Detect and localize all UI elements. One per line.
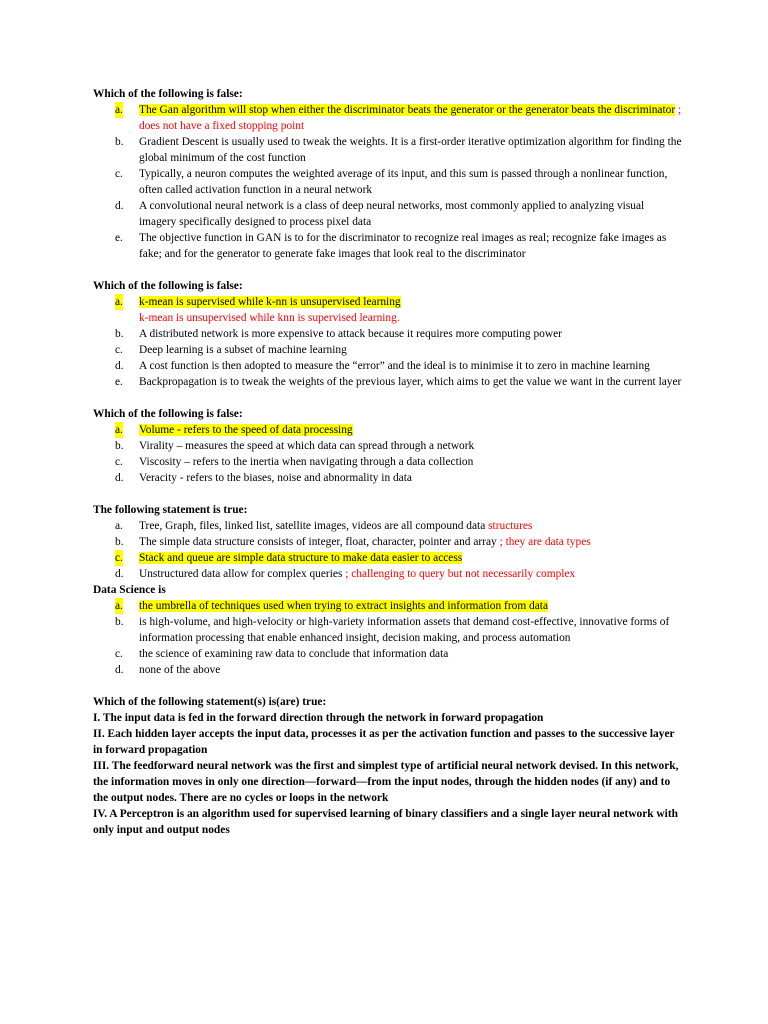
option-label: d. (115, 200, 124, 212)
option-text: Gradient Descent is usually used to tweak the weights. It is a first-order iterative optimization algorithm for finding the global minimum of the cost function (139, 136, 682, 164)
option-label: b. (115, 536, 124, 548)
answer-option (93, 646, 683, 662)
question-block (93, 502, 683, 582)
option-text: is high-volume, and high-velocity or high-variety information assets that demand cost-effective, innovative forms of information processing that enable enhanced insight, decision making, and process automation (139, 616, 670, 644)
question-heading: Which of the following is false: (93, 280, 243, 292)
answer-option (93, 134, 683, 166)
answer-option (93, 550, 683, 566)
option-label: a. (115, 296, 123, 308)
answer-option (93, 342, 683, 358)
option-label: d. (115, 568, 124, 580)
answer-note: ; they are data types (496, 536, 591, 548)
option-text: A distributed network is more expensive to attack because it requires more computing power (139, 328, 562, 340)
statement: I. The input data is fed in the forward direction through the network in forward propagation (93, 712, 544, 724)
option-label: c. (115, 344, 123, 356)
question-heading: Which of the following is false: (93, 408, 243, 420)
question-block (93, 694, 683, 838)
option-label: d. (115, 472, 124, 484)
question-block (93, 582, 683, 678)
option-label: b. (115, 616, 124, 628)
option-text: The objective function in GAN is to for the discriminator to recognize real images as real; recognize fake images as fake; and for the generator to generate fake images that look real to the discriminator (139, 232, 667, 260)
option-text: Viscosity – refers to the inertia when navigating through a data collection (139, 456, 474, 468)
option-text: Volume - refers to the speed of data processing (139, 424, 353, 436)
option-label: b. (115, 328, 124, 340)
option-text: Veracity - refers to the biases, noise and abnormality in data (139, 472, 412, 484)
option-text: The simple data structure consists of integer, float, character, pointer and array (139, 536, 497, 548)
answer-option (93, 326, 683, 342)
answer-option (93, 614, 683, 646)
answer-option (93, 166, 683, 198)
answer-option (93, 198, 683, 230)
question-heading: Which of the following statement(s) is(are) true: (93, 696, 327, 708)
option-label: e. (115, 376, 123, 388)
statement: II. Each hidden layer accepts the input data, processes it as per the activation function and passes to the successive layer in forward propagation (93, 728, 675, 756)
option-text: Deep learning is a subset of machine learning (139, 344, 347, 356)
answer-option (93, 358, 683, 374)
question-block (93, 86, 683, 262)
question-heading: Which of the following is false: (93, 88, 243, 100)
answer-option (93, 598, 683, 614)
question-block (93, 406, 683, 486)
option-label: a. (115, 424, 123, 436)
answer-option (93, 518, 683, 534)
option-label: c. (115, 168, 123, 180)
answer-option (93, 374, 683, 390)
answer-option (93, 454, 683, 470)
answer-option (93, 230, 683, 262)
option-text: Tree, Graph, files, linked list, satellite images, videos are all compound data (139, 520, 486, 532)
option-label: a. (115, 104, 123, 116)
option-text: The Gan algorithm will stop when either the discriminator beats the generator or the generator beats the discriminator (139, 104, 676, 116)
question-heading: The following statement is true: (93, 504, 248, 516)
answer-option (93, 422, 683, 438)
option-label: b. (115, 136, 124, 148)
option-label: c. (115, 552, 123, 564)
answer-note: ; does not have a fixed stopping point (139, 104, 682, 132)
answer-option (93, 534, 683, 550)
option-text: Virality – measures the speed at which data can spread through a network (139, 440, 475, 452)
option-text: A convolutional neural network is a class of deep neural networks, most commonly applied to analyzing visual imagery specifically designed to process pixel data (139, 200, 645, 228)
option-label: a. (115, 600, 123, 612)
answer-option (93, 438, 683, 454)
answer-option (93, 566, 683, 582)
answer-option (93, 470, 683, 486)
option-text: none of the above (139, 664, 221, 676)
statement: IV. A Perceptron is an algorithm used for supervised learning of binary classifiers and a single layer neural network with only input and output nodes (93, 808, 678, 836)
question-heading: Data Science is (93, 584, 166, 596)
option-text: Stack and queue are simple data structure to make data easier to access (139, 552, 463, 564)
answer-option (93, 662, 683, 678)
answer-option (93, 294, 683, 326)
option-label: b. (115, 440, 124, 452)
option-label: d. (115, 360, 124, 372)
question-block (93, 278, 683, 390)
option-label: d. (115, 664, 124, 676)
option-text: the umbrella of techniques used when trying to extract insights and information from data (139, 600, 549, 612)
answer-option (93, 102, 683, 134)
option-text: Backpropagation is to tweak the weights of the previous layer, which aims to get the value we want in the current layer (139, 376, 682, 388)
option-text: the science of examining raw data to conclude that information data (139, 648, 449, 660)
option-text: Unstructured data allow for complex queries (139, 568, 343, 580)
answer-note: k-mean is unsupervised while knn is supervised learning. (139, 312, 400, 324)
statement: III. The feedforward neural network was the first and simplest type of artificial neural network devised. In this network, the information moves in only one direction—forward—from the input nodes, through the hidden nodes (if any) and to the output nodes. There are no cycles or loops in the network (93, 760, 679, 804)
option-label: a. (115, 520, 123, 532)
quiz-content (93, 86, 683, 854)
answer-note: ; challenging to query but not necessarily complex (342, 568, 576, 580)
option-label: c. (115, 456, 123, 468)
answer-note: structures (485, 520, 533, 532)
option-text: k-mean is supervised while k-nn is unsupervised learning (139, 296, 401, 308)
option-label: c. (115, 648, 123, 660)
option-text: Typically, a neuron computes the weighted average of its input, and this sum is passed through a nonlinear function, often called activation function in a neural network (139, 168, 668, 196)
option-label: e. (115, 232, 123, 244)
option-text: A cost function is then adopted to measure the “error” and the ideal is to minimise it to zero in machine learning (139, 360, 650, 372)
